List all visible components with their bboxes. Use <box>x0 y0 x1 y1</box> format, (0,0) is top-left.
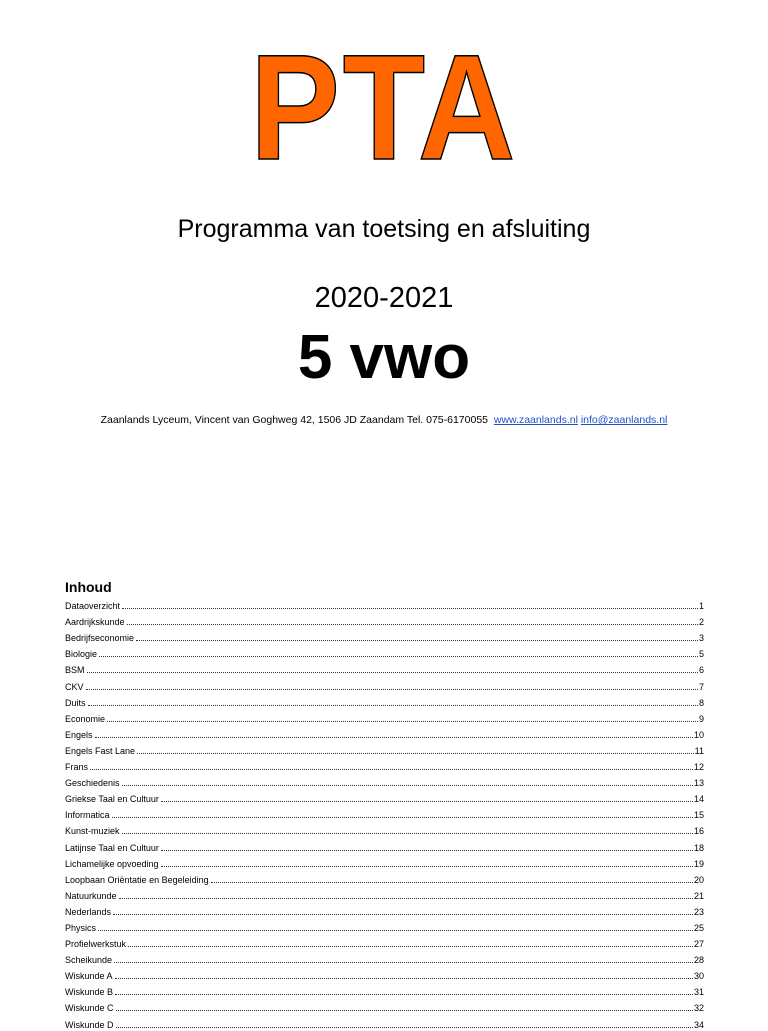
toc-entry[interactable] <box>65 950 704 966</box>
toc-leader-dots <box>86 689 698 690</box>
toc-entry[interactable] <box>65 741 704 757</box>
toc-leader-dots <box>122 833 693 834</box>
toc-entry[interactable] <box>65 886 704 902</box>
toc-entry-page: 30 <box>693 971 704 982</box>
toc-entry-title: Scheikunde <box>65 955 113 966</box>
toc-entry-page: 9 <box>698 713 704 724</box>
toc-entry-page: 1 <box>698 601 704 612</box>
toc-leader-dots <box>95 737 693 738</box>
toc-entry-page: 16 <box>693 826 704 837</box>
toc-entry-title: Informatica <box>65 810 110 821</box>
toc-leader-dots <box>136 640 698 641</box>
toc-entry-title: Duits <box>65 697 86 708</box>
toc-entry-page: 2 <box>698 617 704 628</box>
toc-entry[interactable] <box>65 821 704 837</box>
toc-entry[interactable] <box>65 596 704 612</box>
toc-entry-title: Loopbaan Oriëntatie en Begeleiding <box>65 874 209 885</box>
toc-leader-dots <box>88 705 698 706</box>
toc-leader-dots <box>98 930 693 931</box>
toc-entry-page: 3 <box>698 633 704 644</box>
toc-entry[interactable] <box>65 805 704 821</box>
toc-entry[interactable] <box>65 934 704 950</box>
toc-leader-dots <box>99 656 698 657</box>
toc-entry-title: Aardrijkskunde <box>65 617 125 628</box>
toc-entry-title: Wiskunde D <box>65 1019 114 1030</box>
toc-entry-page: 25 <box>693 922 704 933</box>
toc-entry[interactable] <box>65 757 704 773</box>
toc-entry[interactable] <box>65 628 704 644</box>
toc-leader-dots <box>137 753 694 754</box>
toc-entry-page: 6 <box>698 665 704 676</box>
toc-leader-dots <box>113 914 693 915</box>
pta-logo: PTA <box>249 23 519 191</box>
toc-heading: Inhoud <box>65 579 112 595</box>
toc-entry-title: Geschiedenis <box>65 778 120 789</box>
toc-entry-title: Wiskunde A <box>65 971 113 982</box>
toc-entry-title: Engels Fast Lane <box>65 745 136 756</box>
toc-leader-dots <box>122 785 693 786</box>
toc-entry-page: 13 <box>693 778 704 789</box>
toc-entry-page: 10 <box>693 729 704 740</box>
table-of-contents <box>65 596 704 1031</box>
toc-entry-title: Physics <box>65 922 97 933</box>
toc-entry-title: Profielwerkstuk <box>65 939 127 950</box>
toc-entry-page: 14 <box>693 794 704 805</box>
toc-entry-page: 28 <box>693 955 704 966</box>
toc-entry-title: CKV <box>65 681 84 692</box>
class-level: 5 vwo <box>297 323 471 392</box>
toc-entry-title: Dataoverzicht <box>65 601 121 612</box>
toc-entry-page: 12 <box>693 762 704 773</box>
toc-leader-dots <box>115 994 693 995</box>
toc-entry[interactable] <box>65 612 704 628</box>
toc-entry[interactable] <box>65 676 704 692</box>
school-address-line <box>0 413 768 427</box>
toc-entry-page: 23 <box>693 906 704 917</box>
toc-entry-title: Lichamelijke opvoeding <box>65 858 159 869</box>
toc-entry[interactable] <box>65 982 704 998</box>
address-text: Zaanlands Lyceum, Vincent van Goghweg 42, 1506 JD Zaandam Tel. 075-6170055 <box>100 414 489 426</box>
toc-entry[interactable] <box>65 918 704 934</box>
website-link[interactable]: www.zaanlands.nl <box>493 414 578 426</box>
toc-entry[interactable] <box>65 1014 704 1030</box>
toc-entry-page: 8 <box>698 697 704 708</box>
toc-leader-dots <box>161 850 693 851</box>
toc-entry[interactable] <box>65 998 704 1014</box>
toc-entry-page: 31 <box>693 987 704 998</box>
toc-entry-title: Natuurkunde <box>65 890 117 901</box>
toc-entry-page: 15 <box>693 810 704 821</box>
toc-entry-title: Latijnse Taal en Cultuur <box>65 842 159 853</box>
toc-entry-title: Bedrijfseconomie <box>65 633 135 644</box>
toc-leader-dots <box>161 801 693 802</box>
school-year: 2020-2021 <box>314 282 454 314</box>
toc-leader-dots <box>90 769 693 770</box>
toc-leader-dots <box>107 721 698 722</box>
toc-entry-page: 18 <box>693 842 704 853</box>
toc-entry-title: BSM <box>65 665 85 676</box>
toc-entry-title: Economie <box>65 713 106 724</box>
toc-entry[interactable] <box>65 725 704 741</box>
toc-leader-dots <box>87 672 698 673</box>
toc-entry[interactable] <box>65 773 704 789</box>
toc-entry[interactable] <box>65 837 704 853</box>
toc-entry-title: Engels <box>65 729 93 740</box>
email-link[interactable]: info@zaanlands.nl <box>580 414 668 426</box>
toc-entry-page: 19 <box>693 858 704 869</box>
toc-entry-page: 27 <box>693 939 704 950</box>
toc-entry-page: 21 <box>693 890 704 901</box>
toc-entry-page: 32 <box>693 1003 704 1014</box>
toc-entry[interactable] <box>65 660 704 676</box>
toc-leader-dots <box>115 978 693 979</box>
toc-leader-dots <box>112 817 693 818</box>
toc-entry[interactable] <box>65 870 704 886</box>
toc-entry-title: Biologie <box>65 649 98 660</box>
toc-entry-title: Wiskunde B <box>65 987 114 998</box>
toc-leader-dots <box>128 946 693 947</box>
toc-leader-dots <box>161 866 693 867</box>
toc-leader-dots <box>119 898 693 899</box>
toc-entry-title: Frans <box>65 762 89 773</box>
toc-leader-dots <box>211 882 693 883</box>
toc-entry-title: Nederlands <box>65 906 112 917</box>
toc-entry[interactable] <box>65 854 704 870</box>
toc-entry[interactable] <box>65 966 704 982</box>
toc-entry-page: 34 <box>693 1019 704 1030</box>
toc-entry-page: 20 <box>693 874 704 885</box>
document-subtitle: Programma van toetsing en afsluiting <box>177 215 591 243</box>
toc-entry-page: 11 <box>694 745 704 756</box>
toc-entry[interactable] <box>65 789 704 805</box>
toc-entry-title: Kunst-muziek <box>65 826 120 837</box>
toc-leader-dots <box>122 608 698 609</box>
toc-entry[interactable] <box>65 709 704 725</box>
toc-entry-page: 7 <box>698 681 704 692</box>
toc-entry-title: Wiskunde C <box>65 1003 114 1014</box>
toc-entry[interactable] <box>65 902 704 918</box>
toc-leader-dots <box>114 962 693 963</box>
toc-leader-dots <box>116 1010 693 1011</box>
toc-leader-dots <box>116 1027 693 1028</box>
toc-entry[interactable] <box>65 693 704 709</box>
toc-entry-page: 5 <box>698 649 704 660</box>
toc-leader-dots <box>127 624 698 625</box>
toc-entry-title: Griekse Taal en Cultuur <box>65 794 159 805</box>
toc-entry[interactable] <box>65 644 704 660</box>
